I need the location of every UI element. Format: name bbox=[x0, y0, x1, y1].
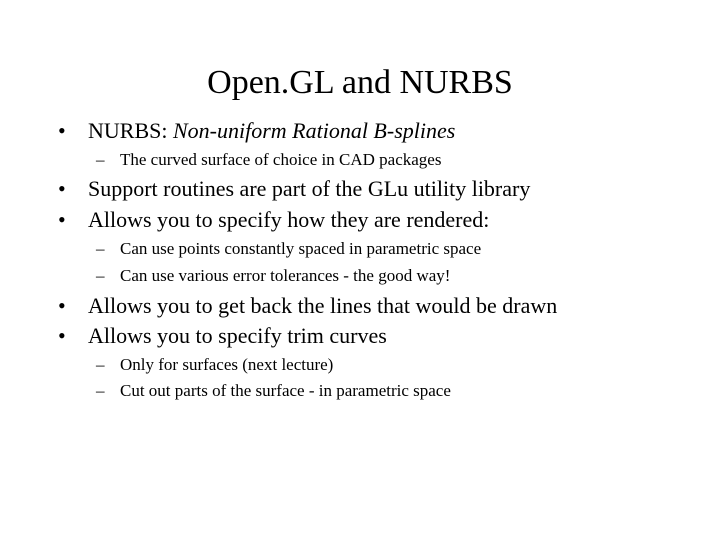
bullet-text: Support routines are part of the GLu utility library bbox=[88, 176, 531, 201]
sub-bullet-item bbox=[96, 149, 441, 171]
bullet-item bbox=[58, 206, 489, 234]
sub-bullet-item bbox=[96, 265, 450, 287]
bullet-item bbox=[58, 117, 455, 145]
sub-bullet-item bbox=[96, 238, 481, 260]
sub-bullet-text: The curved surface of choice in CAD packages bbox=[120, 150, 442, 169]
sub-bullet-item bbox=[96, 380, 451, 402]
bullet-item bbox=[58, 292, 557, 320]
bullet-marker: • bbox=[58, 323, 66, 348]
bullet-marker: • bbox=[58, 207, 66, 232]
bullet-marker: • bbox=[58, 293, 66, 318]
sub-bullet-marker: – bbox=[96, 381, 105, 400]
sub-bullet-marker: – bbox=[96, 266, 105, 285]
sub-bullet-text: Cut out parts of the surface - in parametric space bbox=[120, 381, 451, 400]
bullet-marker: • bbox=[58, 118, 66, 143]
bullet-item bbox=[58, 175, 530, 203]
bullet-marker: • bbox=[58, 176, 66, 201]
sub-bullet-marker: – bbox=[96, 355, 105, 374]
slide-title: Open.GL and NURBS bbox=[207, 64, 513, 101]
sub-bullet-item bbox=[96, 354, 333, 376]
bullet-text: Allows you to get back the lines that would be drawn bbox=[88, 293, 558, 318]
bullet-text: Allows you to specify trim curves bbox=[88, 323, 387, 348]
sub-bullet-text: Can use points constantly spaced in parametric space bbox=[120, 239, 482, 258]
sub-bullet-marker: – bbox=[96, 239, 105, 258]
bullet-text: Allows you to specify how they are rendered: bbox=[88, 207, 490, 232]
bullet-text: NURBS: bbox=[88, 118, 173, 143]
bullet-item bbox=[58, 322, 387, 350]
sub-bullet-text: Only for surfaces (next lecture) bbox=[120, 355, 334, 374]
sub-bullet-marker: – bbox=[96, 150, 105, 169]
sub-bullet-text: Can use various error tolerances - the good way! bbox=[120, 266, 451, 285]
bullet-emphasis: Non-uniform Rational B-splines bbox=[172, 118, 456, 143]
